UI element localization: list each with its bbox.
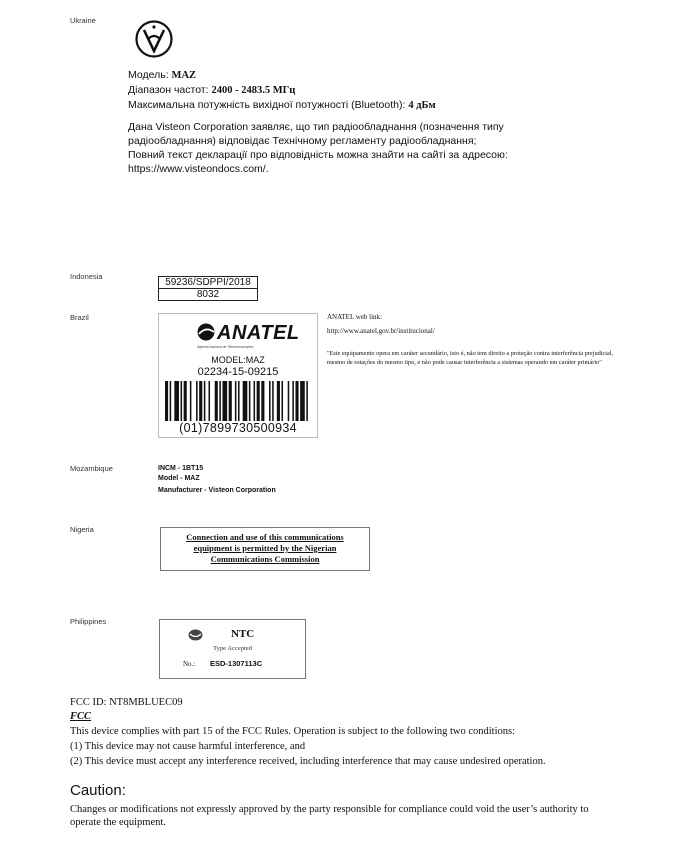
barcode-bar (269, 381, 271, 421)
country-label-ukraine: Ukraine (70, 16, 96, 25)
ukraine-conformity-mark-icon (133, 18, 175, 60)
ukraine-full-text: Повний текст декларації про відповідність можна знайти на сайті за адресою: https://www.visteondocs.com/. (128, 149, 508, 175)
barcode-bar (306, 381, 308, 421)
fcc-heading: FCC (70, 711, 92, 722)
barcode-bar (170, 381, 172, 421)
barcode-bar (229, 381, 232, 421)
barcode-bar (295, 381, 298, 421)
barcode-bar (196, 381, 198, 421)
barcode-graphic (165, 381, 311, 421)
ukraine-frequency: Діапазон частот: 2400 - 2483.5 МГц (128, 84, 296, 96)
nigeria-notice-box (160, 527, 370, 571)
barcode-bar (215, 381, 218, 421)
mozambique-model: Model - MAZ (158, 475, 200, 482)
barcode-number: (01)7899730500934 (179, 421, 297, 435)
anatel-notice: "Este equipamento opera em caráter secundário, isto é, não tem direito a proteção contra interferência prejudicial, mesmo de estações do mesmo tipo, e não pode causar interferência a sistemas operando em caráter primário" (327, 350, 614, 366)
barcode-bar (235, 381, 237, 421)
anatel-cert-number: 02234-15-09215 (197, 366, 279, 378)
barcode-bar (257, 381, 260, 421)
country-label-philippines: Philippines (70, 617, 107, 626)
barcode-bar (174, 381, 179, 421)
indonesia-cert-line1: 59236/SDPPI/2018 (159, 277, 257, 289)
barcode-bar (300, 381, 305, 421)
barcode-bar (238, 381, 240, 421)
country-label-mozambique: Mozambique (70, 464, 113, 473)
barcode-bar (190, 381, 192, 421)
fcc-condition-2: (2) This device must accept any interference received, including interference that may cause undesired operation. (70, 756, 546, 767)
ntc-label (159, 619, 306, 679)
barcode-bar (288, 381, 290, 421)
barcode-bar (165, 381, 168, 421)
indonesia-cert-box (158, 276, 258, 301)
ukraine-model: Модель: MAZ (128, 69, 197, 81)
caution-text: Changes or modifications not expressly approved by the party responsible for compliance could void the user’s authority to operate the equipment. (70, 804, 589, 828)
anatel-web-link-url[interactable]: http://www.anatel.gov.br/institucional/ (327, 327, 435, 335)
mozambique-incm: INCM - 1BT15 (158, 465, 204, 472)
barcode-bar (208, 381, 210, 421)
ukraine-power: Максимальна потужність вихідної потужності (Bluetooth): 4 дБм (128, 99, 436, 111)
barcode-bar (204, 381, 206, 421)
caution-heading: Caution: (70, 782, 126, 799)
barcode-bar (184, 381, 187, 421)
barcode-bar (222, 381, 227, 421)
barcode-bar (277, 381, 280, 421)
ntc-type-accepted: Type Accepted (213, 645, 252, 652)
fcc-statement: This device complies with part 15 of the FCC Rules. Operation is subject to the following two conditions: (70, 726, 516, 737)
barcode-bar (281, 381, 283, 421)
ukraine-declaration: Дана Visteon Corporation заявляє, що тип радіообладнання (позначення типу радіообладнання) відповідає Технічному регламенту радіообладнання; (128, 121, 504, 147)
country-label-indonesia: Indonesia (70, 272, 103, 281)
country-label-brazil: Brazil (70, 313, 89, 322)
anatel-web-link-label: ANATEL web link: (327, 313, 382, 321)
indonesia-cert-line2: 8032 (196, 289, 220, 300)
barcode-bar (181, 381, 183, 421)
country-label-nigeria: Nigeria (70, 525, 94, 534)
barcode-bar (292, 381, 294, 421)
anatel-model: MODEL:MAZ (211, 355, 265, 365)
barcode-bar (272, 381, 274, 421)
fcc-id: FCC ID: NT8MBLUEC09 (70, 697, 183, 708)
barcode-bar (199, 381, 202, 421)
barcode-bar (243, 381, 248, 421)
ntc-title: NTC (231, 628, 255, 640)
fcc-condition-1: (1) This device may not cause harmful interference, and (70, 741, 306, 752)
barcode-bar (249, 381, 251, 421)
barcode-bar (261, 381, 264, 421)
anatel-logo-icon (195, 323, 217, 341)
mozambique-manufacturer: Manufacturer - Visteon Corporation (158, 487, 276, 494)
ntc-no-value: ESD-1307113C (210, 659, 263, 668)
barcode-bar (219, 381, 221, 421)
barcode-bar (254, 381, 256, 421)
nigeria-notice: Connection and use of this communications equipment is permitted by the Nigerian Communications Commission (186, 532, 344, 564)
ntc-no-label: No.: (183, 660, 196, 668)
ntc-seal-icon (188, 629, 203, 641)
anatel-label (158, 313, 318, 438)
anatel-logo-text: ANATEL (217, 322, 300, 344)
anatel-logo-subtitle: Agência Nacional de Telecomunicações (197, 345, 254, 349)
